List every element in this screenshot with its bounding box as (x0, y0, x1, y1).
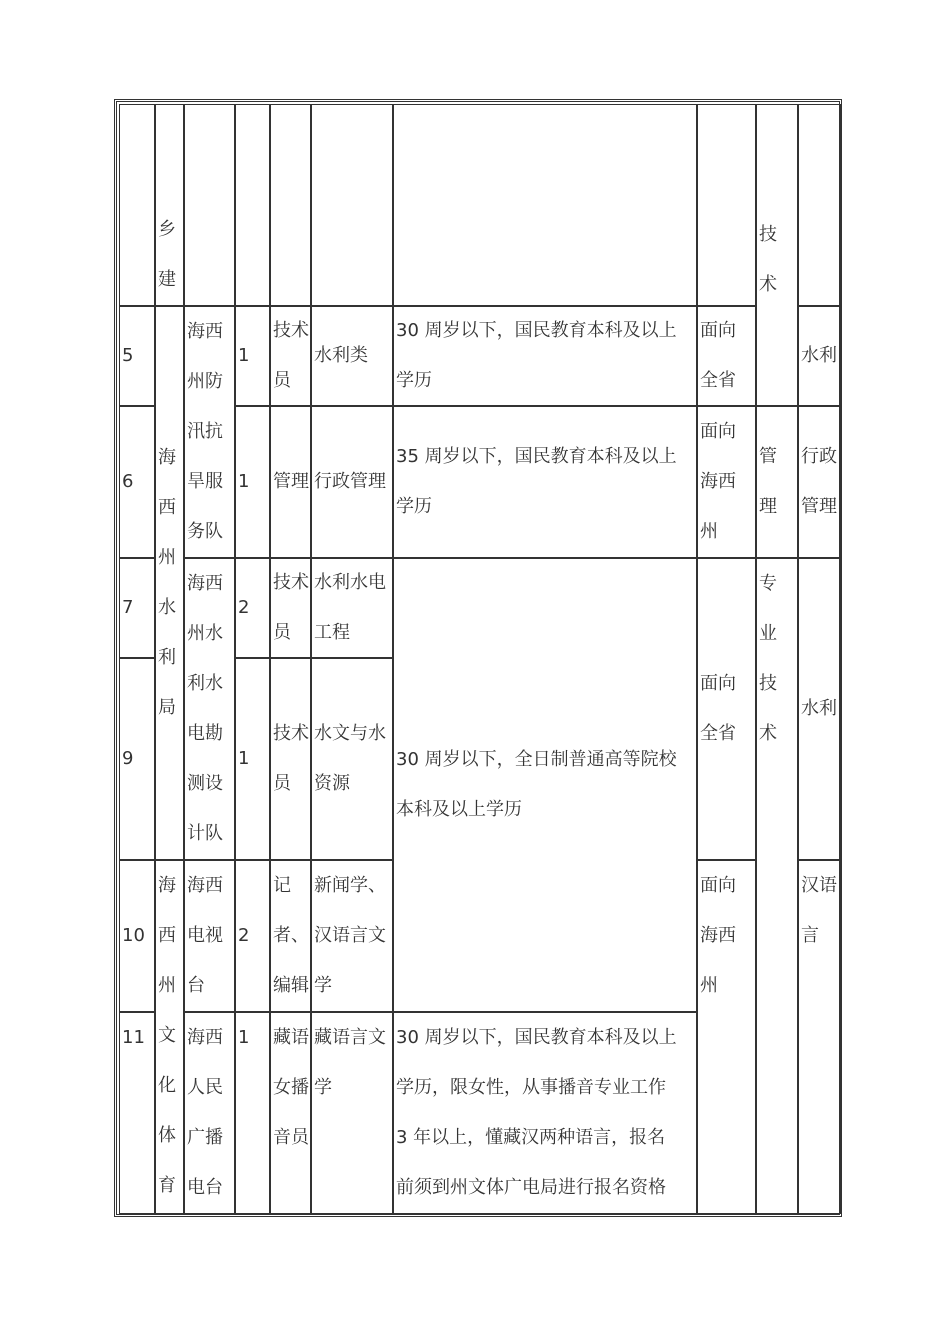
cell-row5-major: 水利类 (311, 306, 393, 406)
cell-row9-count: 1 (235, 658, 270, 860)
cell-row10-11-field: 汉语 言 (798, 860, 841, 1214)
cell-row11-req: 30 周岁以下，国民教育本科及以上 学历，限女性，从事播音专业工作 3 年以上，懂藏汉两种语言，报名 前须到州文体广电局进行报名资格 (393, 1012, 697, 1214)
cell-row7-major: 水利水电 工程 (311, 558, 393, 658)
cell-dept-water: 海 西 州 水 利 局 (155, 306, 184, 860)
cell-row5-field: 水利 (798, 306, 841, 406)
cell-row0-field (798, 104, 841, 306)
cell-row0-post (270, 104, 311, 306)
cell-row6-type: 管 理 (756, 406, 798, 558)
cell-row6-scope: 面向 海西 州 (697, 406, 756, 558)
cell-row10-unit: 海西 电视 台 (184, 860, 235, 1012)
cell-row6-count: 1 (235, 406, 270, 558)
cell-row11-post: 藏语 女播 音员 (270, 1012, 311, 1214)
cell-row11-major: 藏语言文 学 (311, 1012, 393, 1214)
cell-row7-9-scope: 面向 全省 (697, 558, 756, 860)
cell-row6-no: 6 (119, 406, 155, 558)
cell-row11-no: 11 (119, 1012, 155, 1214)
cell-row0-unit (184, 104, 235, 306)
cell-row7-11-type: 专 业 技 术 (756, 558, 798, 1214)
cell-row0-no (119, 104, 155, 306)
cell-dept-culture: 海 西 州 文 化 体 育 (155, 860, 184, 1214)
cell-row7-no: 7 (119, 558, 155, 658)
cell-row10-no: 10 (119, 860, 155, 1012)
cell-row9-no: 9 (119, 658, 155, 860)
cell-row7-10-req: 30 周岁以下，全日制普通高等院校 本科及以上学历 (393, 558, 697, 1012)
cell-row6-req: 35 周岁以下，国民教育本科及以上 学历 (393, 406, 697, 558)
cell-row10-post: 记 者、 编辑 (270, 860, 311, 1012)
cell-row0-count (235, 104, 270, 306)
cell-row0-req (393, 104, 697, 306)
cell-row7-count: 2 (235, 558, 270, 658)
recruitment-table (114, 99, 842, 1217)
cell-row5-no: 5 (119, 306, 155, 406)
cell-row0-5-type: 技 术 (756, 104, 798, 406)
cell-row5-post: 技术 员 (270, 306, 311, 406)
cell-row6-field: 行政 管理 (798, 406, 841, 558)
cell-row0-major (311, 104, 393, 306)
cell-row9-post: 技术 员 (270, 658, 311, 860)
cell-row5-count: 1 (235, 306, 270, 406)
cell-row7-9-field: 水利 (798, 558, 841, 860)
cell-row11-unit: 海西 人民 广播 电台 (184, 1012, 235, 1214)
cell-row7-post: 技术 员 (270, 558, 311, 658)
cell-row5-scope: 面向 全省 (697, 306, 756, 406)
cell-row6-major: 行政管理 (311, 406, 393, 558)
cell-row9-major: 水文与水 资源 (311, 658, 393, 860)
cell-row5-6-unit: 海西 州防 汛抗 旱服 务队 (184, 306, 235, 558)
cell-row10-11-scope: 面向 海西 州 (697, 860, 756, 1214)
cell-row0-scope (697, 104, 756, 306)
cell-row7-9-unit: 海西 州水 利水 电勘 测设 计队 (184, 558, 235, 860)
cell-row0-dept: 乡 建 (155, 104, 184, 306)
cell-row10-major: 新闻学、 汉语言文 学 (311, 860, 393, 1012)
cell-row6-post: 管理 (270, 406, 311, 558)
cell-row5-req: 30 周岁以下，国民教育本科及以上 学历 (393, 306, 697, 406)
cell-row11-count: 1 (235, 1012, 270, 1214)
cell-row10-count: 2 (235, 860, 270, 1012)
